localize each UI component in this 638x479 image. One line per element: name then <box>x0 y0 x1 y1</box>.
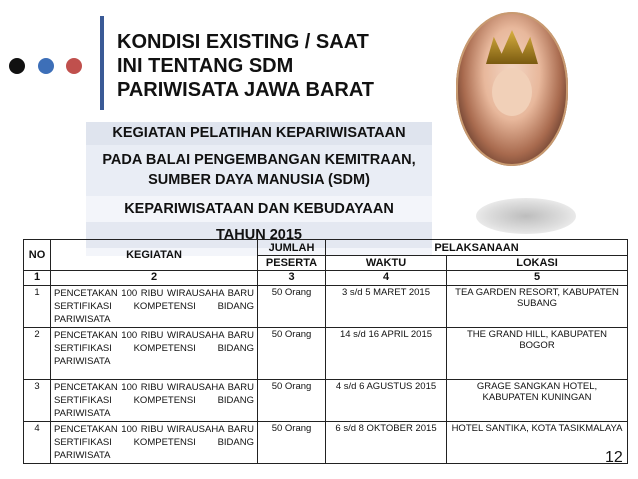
header-peserta: PESERTA <box>258 256 326 271</box>
row-lokasi: GRAGE SANGKAN HOTEL, KABUPATEN KUNINGAN <box>447 380 628 422</box>
header-pelaksanaan: PELAKSANAAN <box>326 240 628 256</box>
table-row <box>24 286 628 328</box>
subtitle-box <box>86 122 432 256</box>
bullet-dot-blue <box>38 58 54 74</box>
title-line: INI TENTANG SDM <box>117 55 294 77</box>
header-no: NO <box>24 240 51 271</box>
table-row <box>24 422 628 464</box>
col-number: 2 <box>51 271 258 286</box>
row-kegiatan: PENCETAKAN 100 RIBU WIRAUSAHA BARU SERTIFIKASI KOMPETENSI BIDANG PARIWISATA <box>51 286 258 328</box>
row-no: 4 <box>24 422 51 464</box>
title-line: PARIWISATA JAWA BARAT <box>117 79 375 101</box>
header-jumlah: JUMLAH <box>258 240 326 256</box>
row-waktu: 6 s/d 8 OKTOBER 2015 <box>326 422 447 464</box>
training-table <box>23 239 628 464</box>
table-row <box>24 328 628 380</box>
row-kegiatan: PENCETAKAN 100 RIBU WIRAUSAHA BARU SERTIFIKASI KOMPETENSI BIDANG PARIWISATA <box>51 328 258 380</box>
row-peserta: 50 Orang <box>258 286 326 328</box>
row-peserta: 50 Orang <box>258 380 326 422</box>
title-line: KONDISI EXISTING / SAAT <box>117 31 369 53</box>
subtitle-line: SUMBER DAYA MANUSIA (SDM) <box>148 172 370 188</box>
row-peserta: 50 Orang <box>258 328 326 380</box>
header-kegiatan: KEGIATAN <box>51 240 258 271</box>
row-kegiatan: PENCETAKAN 100 RIBU WIRAUSAHA BARU SERTIFIKASI KOMPETENSI BIDANG PARIWISATA <box>51 380 258 422</box>
photo-shadow <box>476 198 576 234</box>
bullet-dot-black <box>9 58 25 74</box>
bullet-dot-red <box>66 58 82 74</box>
subtitle-line: TAHUN 2015 <box>86 222 432 248</box>
slide-title <box>117 30 374 102</box>
page-number: 12 <box>605 449 623 466</box>
subtitle-line: KEGIATAN PELATIHAN KEPARIWISATAAN <box>86 122 432 145</box>
title-divider <box>100 16 104 110</box>
col-number: 3 <box>258 271 326 286</box>
row-waktu: 14 s/d 16 APRIL 2015 <box>326 328 447 380</box>
table-row <box>24 380 628 422</box>
row-lokasi: HOTEL SANTIKA, KOTA TASIKMALAYA <box>447 422 628 464</box>
col-number: 5 <box>447 271 628 286</box>
row-lokasi: TEA GARDEN RESORT, KABUPATEN SUBANG <box>447 286 628 328</box>
row-no: 2 <box>24 328 51 380</box>
header-waktu: WAKTU <box>326 256 447 271</box>
row-waktu: 4 s/d 6 AGUSTUS 2015 <box>326 380 447 422</box>
subtitle-line: KEPARIWISATAAN DAN KEBUDAYAAN <box>86 196 432 222</box>
subtitle-line: PADA BALAI PENGEMBANGAN KEMITRAAN, <box>102 152 416 168</box>
row-lokasi: THE GRAND HILL, KABUPATEN BOGOR <box>447 328 628 380</box>
row-kegiatan: PENCETAKAN 100 RIBU WIRAUSAHA BARU SERTIFIKASI KOMPETENSI BIDANG PARIWISATA <box>51 422 258 464</box>
col-number: 1 <box>24 271 51 286</box>
col-number: 4 <box>326 271 447 286</box>
row-peserta: 50 Orang <box>258 422 326 464</box>
dancer-photo <box>456 12 568 166</box>
headdress-shape <box>486 30 538 64</box>
header-lokasi: LOKASI <box>447 256 628 271</box>
row-no: 3 <box>24 380 51 422</box>
face-shape <box>492 68 532 116</box>
row-no: 1 <box>24 286 51 328</box>
row-waktu: 3 s/d 5 MARET 2015 <box>326 286 447 328</box>
